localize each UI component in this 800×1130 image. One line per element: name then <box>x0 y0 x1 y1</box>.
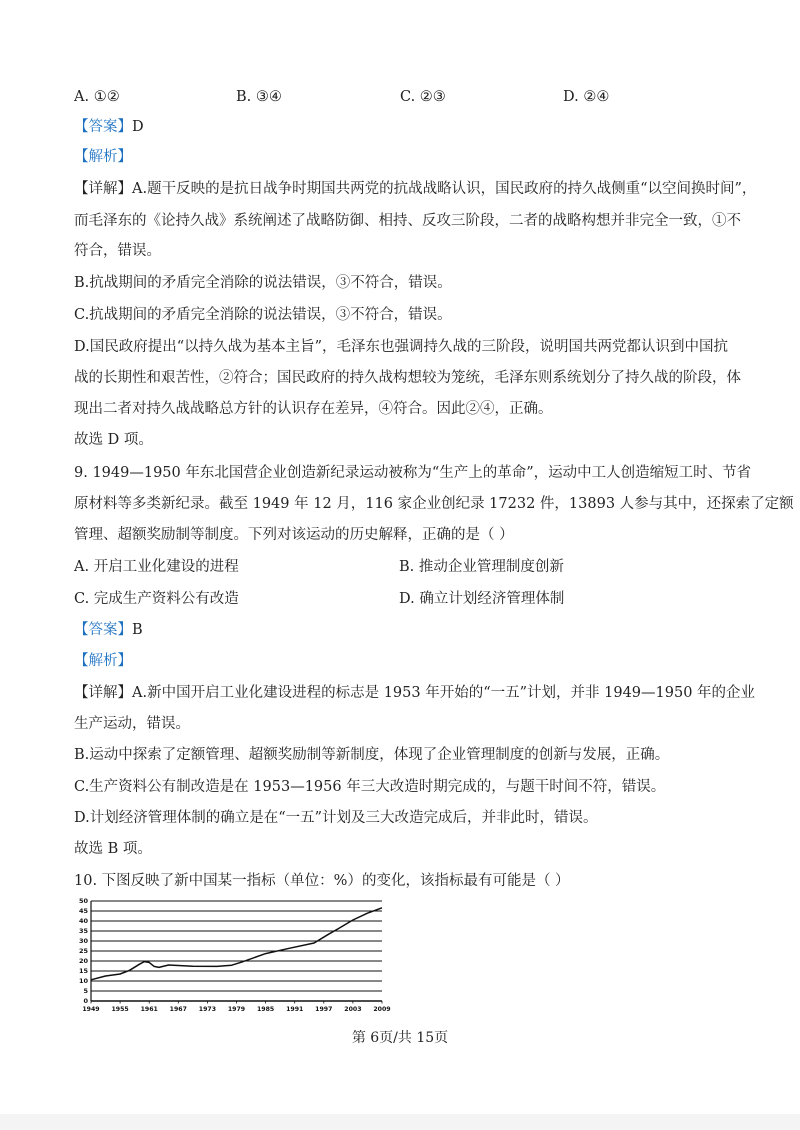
q9-stem-line: 原材料等多类新纪录。截至 1949 年 12 月，116 家企业创纪录 17232 件，13893 人参与其中，还探索了定额 <box>74 496 794 512</box>
q9-conclusion: 故选 B 项。 <box>74 841 152 857</box>
q8-detail-line: B.抗战期间的矛盾完全消除的说法错误，③不符合，错误。 <box>74 275 452 291</box>
q10-stem: 10. 下图反映了新中国某一指标（单位：%）的变化，该指标最有可能是（ ） <box>74 873 570 889</box>
q8-analysis-tag: 【解析】 <box>74 149 132 165</box>
q8-detail-line: 【详解】A.题干反映的是抗日战争时期国共两党的抗战战略认识，国民政府的持久战侧重“以空间换时间”， <box>74 181 757 197</box>
series-line <box>91 908 382 980</box>
x-tick-label: 1985 <box>256 1006 275 1013</box>
q9-option-c: C. 完成生产资料公有改造 <box>74 591 239 607</box>
x-tick-label: 1997 <box>315 1006 333 1013</box>
y-tick-label: 50 <box>78 897 88 906</box>
x-tick-label: 1955 <box>111 1006 129 1013</box>
line-chart <box>70 893 410 1015</box>
q9-detail-line: B.运动中探索了定额管理、超额奖励制等新制度，体现了企业管理制度的创新与发展，正确。 <box>74 747 670 763</box>
y-tick-label: 0 <box>83 997 88 1006</box>
q9-analysis-tag: 【解析】 <box>74 653 132 669</box>
q9-option-a: A. 开启工业化建设的进程 <box>74 559 239 575</box>
x-tick-label: 2003 <box>344 1006 362 1013</box>
x-tick-label: 1961 <box>140 1006 158 1013</box>
q8-detail-line: 而毛泽东的《论持久战》系统阐述了战略防御、相持、反攻三阶段，二者的战略构想并非完全一致，①不 <box>74 213 741 229</box>
y-tick-label: 40 <box>78 917 88 926</box>
answer-value: B <box>132 622 143 638</box>
x-tick-label: 1967 <box>169 1006 187 1013</box>
q8-answer <box>74 116 144 138</box>
y-tick-label: 15 <box>78 967 88 976</box>
x-tick-label: 1979 <box>227 1006 246 1013</box>
q9-stem-line: 管理、超额奖励制等制度。下列对该运动的历史解释，正确的是（ ） <box>74 527 514 543</box>
q8-detail-line: 符合，错误。 <box>74 243 161 259</box>
q9-detail-line: 【详解】A.新中国开启工业化建设进程的标志是 1953 年开始的“一五”计划，并非 1949—1950 年的企业 <box>74 685 756 701</box>
y-tick-label: 20 <box>78 957 88 966</box>
q9-option-b: B. 推动企业管理制度创新 <box>399 559 564 575</box>
q8-conclusion: 故选 D 项。 <box>74 432 153 448</box>
q9-stem-line: 9. 1949—1950 年东北国营企业创造新纪录运动被称为“生产上的革命”，运动中工人创造缩短工时、节省 <box>74 465 752 481</box>
q9-detail-line: C.生产资料公有制改造是在 1953—1956 年三大改造时期完成的，与题干时间不符，错误。 <box>74 779 666 795</box>
y-tick-label: 25 <box>78 947 88 956</box>
q8-option-a: A. ①② <box>74 89 120 105</box>
q9-option-d: D. 确立计划经济管理体制 <box>399 591 565 607</box>
q8-option-c: C. ②③ <box>400 89 446 105</box>
q8-option-b: B. ③④ <box>236 89 282 105</box>
x-tick-label: 1973 <box>198 1006 217 1013</box>
q9-answer <box>74 619 143 641</box>
answer-tag: 【答案】 <box>74 119 132 135</box>
x-tick-label: 1991 <box>286 1006 304 1013</box>
x-tick-label: 1949 <box>82 1006 100 1013</box>
q8-detail-line: C.抗战期间的矛盾完全消除的说法错误，③不符合，错误。 <box>74 307 452 323</box>
y-tick-label: 35 <box>78 927 88 936</box>
x-tick-label: 2009 <box>373 1006 391 1013</box>
q9-detail-line: 生产运动，错误。 <box>74 716 190 732</box>
page-footer: 第 6页/共 15页 <box>351 1030 449 1046</box>
q8-detail-line: 战的长期性和艰苦性，②符合；国民政府的持久战构想较为笼统，毛泽东则系统划分了持久战的阶段，体 <box>74 370 741 386</box>
q9-detail-line: D.计划经济管理体制的确立是在“一五”计划及三大改造完成后，并非此时，错误。 <box>74 810 598 826</box>
q8-option-d: D. ②④ <box>563 89 610 105</box>
y-tick-label: 5 <box>83 987 88 996</box>
answer-tag: 【答案】 <box>74 622 132 638</box>
answer-value: D <box>132 119 144 135</box>
y-tick-label: 10 <box>78 977 88 986</box>
y-tick-label: 30 <box>78 937 88 946</box>
y-tick-label: 45 <box>78 907 88 916</box>
q8-detail-line: 现出二者对持久战战略总方针的认识存在差异，④符合。因此②④，正确。 <box>74 401 553 417</box>
q8-detail-line: D.国民政府提出“以持久战为基本主旨”，毛泽东也强调持久战的三阶段，说明国共两党都认识到中国抗 <box>74 339 729 355</box>
page-bottom-strip <box>0 1114 800 1130</box>
